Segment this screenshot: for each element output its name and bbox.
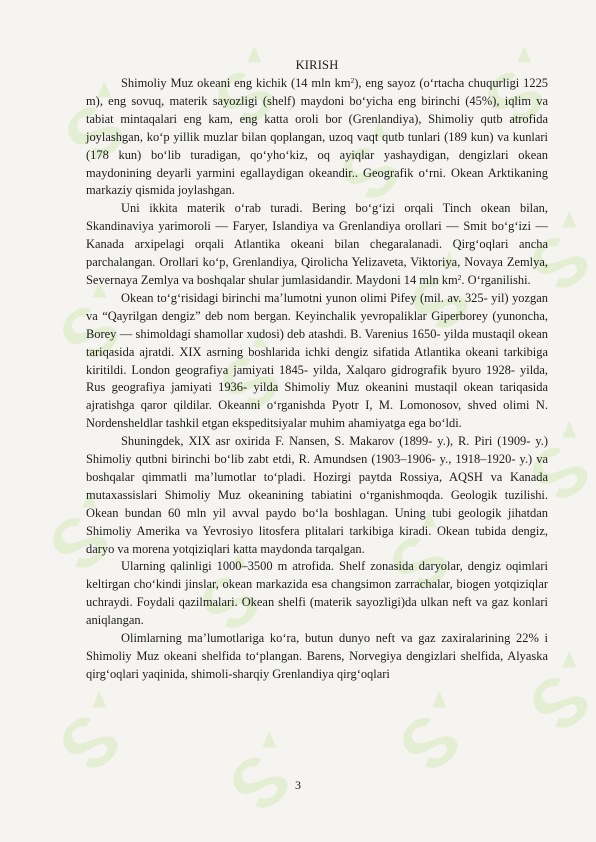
watermark-logo	[221, 731, 307, 817]
paragraph-4-text: Shuningdek, XIX asr oxirida F. Nansen, S. Makarov (1899- y.), R. Piri (1909- y.) Shimoliy qutbni birinchi bo‘lib zabt etdi, R. Amundsen (1903–1906- y., 1918–1920- y.) va boshqalar qimmatli ma’lumotlar to‘pladi. Hozirgi paytda Rossiya, AQSH va Kanada mutaxassislari Shimoliy Muz okeanining tabiatini o‘rganishmoqda. Geologik tuzilishi. Okean bundan 60 mln yil avval paydo bo‘la boshlagan. Uning tubi geologik jihatdan Shimoliy Amerika va Yevrosiyo litosfera plitalari tarkibiga kiradi. Okean tubida dengiz, daryo va morena yotqiziqlari katta maydonda tarqalgan.	[86, 434, 548, 556]
paragraph-3-text: Okean to‘g‘risidagi birinchi ma’lumotni yunon olimi Pifey (mil. av. 325- yil) yozgan va “Qayrilgan dengiz” deb nom bergan. Keyinchalik yevropaliklar Giperborey (yunoncha, Borey — shimoldagi shamollar xudosi) deb atashdi. B. Varenius 1650- yilda mustaqil okean tariqasida ajratdi. XIX asrning boshlarida ichki dengiz sifatida Atlantika okeani tarkibiga kiritildi. London geografiya jamiyati 1845- yilda, Xalqaro gidrografik byuro 1928- yilda, Rus geografiya jamiyati 1936- yilda Shimoliy Muz okeanini mustaqil okean tariqasida ajratishga qaror qildilar. Okeanni o‘rganishda Pyotr I, M. Lomonosov, shved olimi N. Nordensheldlar tashkil etgan ekspeditsiyalar muhim ahamiyatga ega bo‘ldi.	[86, 290, 548, 431]
paragraph-2	[86, 200, 548, 290]
paragraph-3	[86, 290, 548, 433]
page-number: 3	[295, 778, 301, 792]
paragraph-1-text-cont: ), eng sayoz (o‘rtacha chuqurligi 1225 m), eng sovuq, materik sayozligi (shelf) maydoni bo‘yicha eng birinchi (45%), iqlim va tabiat mintaqalari eng kam, eng katta oroli bor (Grenlandiya), Shimoliy qutb atrofida joylashgan, ko‘p yillik muzlar bilan qoplangan, uzoq vaqt qutb tunlari (189 kun) va kunlari (178 kun) bo‘lib turadigan, qo‘yho‘kiz, oq ayiqlar yashaydigan, dengizlari okean maydonining deyarli yarmini egallaydigan okeandir.. Geografik o‘rni. Okean Arktikaning markaziy qismida joylashgan.	[86, 76, 549, 198]
paragraph-2-text: Uni ikkita materik o‘rab turadi. Bering bo‘g‘izi orqali Tinch okean bilan, Skandinaviya yarimoroli — Faryer, Islandiya va Grenlandiya orollari — Smit bo‘g‘izi — Kanada arxipelagi orqali Atlantika okeani bilan chegaralanadi. Qirg‘oqlari ancha parchalangan. Orollari ko‘p, Grenlandiya, Qirolicha Yelizaveta, Viktoriya, Novaya Zemlya, Severnaya Zemlya va boshqalar shular jumlasidandir. Maydoni 14 mln km	[86, 201, 548, 287]
paragraph-4	[86, 433, 548, 558]
superscript-2: 2	[350, 76, 355, 85]
paragraph-1-text: Shimoliy Muz okeani eng kichik (14 mln km	[121, 76, 351, 90]
paragraph-2-text-cont: . O‘rganilishi.	[461, 272, 531, 287]
superscript-2: 2	[457, 272, 462, 282]
paragraph-6	[86, 630, 548, 684]
paragraph-6-text: Olimlarning ma’lumotlariga ko‘ra, butun dunyo neft va gaz zaxiralarining 22% i Shimoliy Muz okeani shelfida to‘plangan. Barens, Norvegiya dengizlari shelfida, Alyaska qirg‘oqlari yaqinida, shimoli-sharqiy Grenlandiya qirg‘oqlari	[86, 631, 548, 681]
paragraph-5-text: Ularning qalinligi 1000–3500 m atrofida. Shelf zonasida daryolar, dengiz oqimlari keltirgan cho‘kindi jinslar, okean markazida esa changsimon zarrachalar, biogen yotqiziqlar uchraydi. Foydali qazilmalari. Okean shelfi (materik sayozligi)da ulkan neft va gaz konlari aniqlangan.	[86, 559, 548, 628]
paragraph-5	[86, 558, 548, 630]
paragraph-1	[86, 75, 548, 200]
watermark-logo	[51, 691, 137, 777]
document-body	[86, 56, 548, 684]
page-title: KIRISH	[295, 58, 339, 72]
watermark-logo	[391, 691, 477, 777]
